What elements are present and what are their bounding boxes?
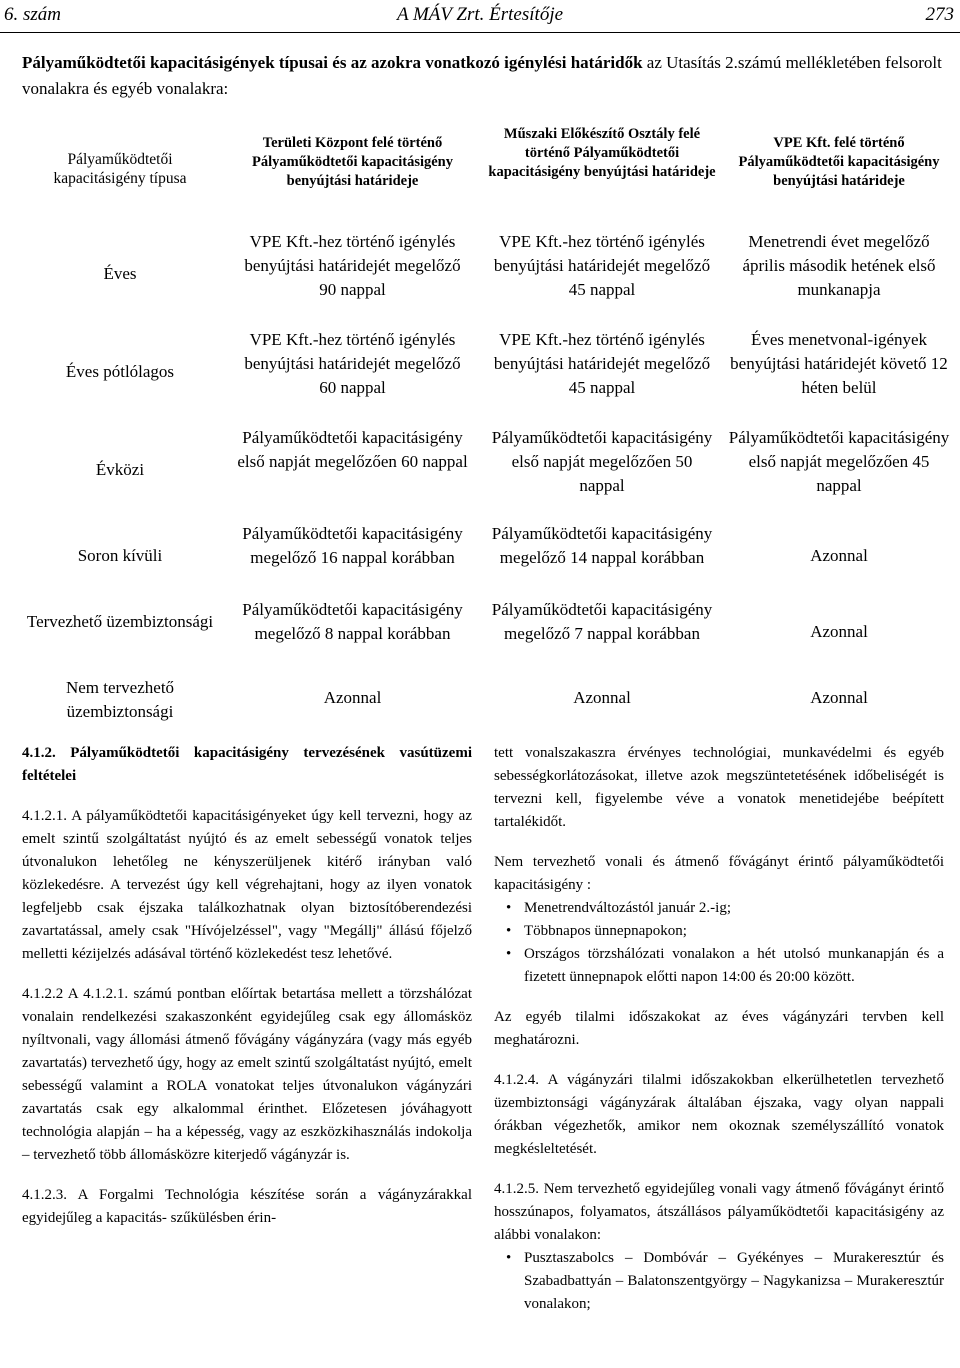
right-text-column <box>494 742 944 1316</box>
table-row <box>20 426 950 524</box>
table-header-row <box>20 120 946 230</box>
line-bullet-list <box>494 1247 944 1316</box>
row-cell: Azonnal <box>573 688 631 707</box>
capacity-deadline-table <box>20 120 950 721</box>
header-vpe: VPE Kft. felé történő Pályaműködtetői kapacitásigény benyújtási határideje <box>738 135 940 189</box>
intro-paragraph <box>22 50 952 102</box>
row-type: Tervezhető üzembiztonsági <box>26 612 214 631</box>
row-cell: Azonnal <box>810 688 868 707</box>
paragraph-text: A vágányzári tilalmi időszakokban elkerülhetetlen tervezhető üzembiztonsági vágányzárak általában éjszaka, vagy olyan nappali órákban végezhetők, amikor nem okoznak személyszállító vonatok megkésleltetését. <box>494 1072 944 1157</box>
paragraph-nem-tervezheto: Nem tervezhető vonali és átmenő fővágányt érintő pályaműködtetői kapacitásigény : <box>494 854 944 893</box>
list-item <box>494 1247 944 1316</box>
period-bullet-list <box>494 897 944 989</box>
table-row <box>20 598 946 674</box>
header-regional-center: Területi Központ felé történő Pályaműködtetői kapacitásigény benyújtási határideje <box>252 135 453 189</box>
row-type: Soron kívüli <box>77 546 163 565</box>
row-cell: VPE Kft.-hez történő igénylés benyújtási határidejét megelőző 45 nappal <box>493 232 711 299</box>
paragraph-4-1-2-2 <box>22 983 472 1167</box>
page-number: 273 <box>925 4 954 25</box>
table-row <box>20 676 946 726</box>
table-row <box>20 522 946 598</box>
paragraph-4-1-2-5 <box>494 1178 944 1247</box>
section-heading: 4.1.2. Pályaműködtetői kapacitásigény tervezésének vasútüzemi feltételei <box>22 745 472 784</box>
paragraph-4-1-2-3 <box>22 1184 472 1230</box>
row-type: Éves <box>103 264 137 283</box>
table-row <box>20 328 946 426</box>
row-cell: Éves menetvonal-igények benyújtási határidejét követő 12 héten belül <box>730 330 948 397</box>
paragraph-number: 4.1.2.3. <box>22 1187 67 1203</box>
row-cell: Pályaműködtetői kapacitásigény megelőző 14 nappal korábban <box>491 524 713 567</box>
left-text-column <box>22 742 472 1230</box>
bullet-icon: • <box>506 900 512 916</box>
row-cell: Pályaműködtetői kapacitásigény első napját megelőzően 60 nappal <box>237 428 468 471</box>
issue-number: 6. szám <box>4 4 62 25</box>
row-cell: Azonnal <box>323 688 382 707</box>
paragraph-text: A pályaműködtetői kapacitásigényeket úgy kell tervezni, hogy az emelt szintű szolgáltatást nyújtó és az emelt sebességű vonatok teljes útvonalukon lehetőleg ne kényszerüljenek kitérő irányban való közlekedésre. A tervezést úgy kell végrehajtani, hogy az ilyen vonatok legfeljebb csak éjszaka találkozhatnak olyan biztosítóberendezési zavartatással, amely csak "Hívójelzéssel", vagy "Megállj" állású főjelző melletti kézijelzés adásával történő közlekedést tesz lehetővé. <box>22 808 472 962</box>
paragraph-number: 4.1.2.2 <box>22 986 64 1002</box>
table-row <box>20 230 946 328</box>
paragraph-text: A 4.1.2.1. számú pontban előírtak betartása mellett a törzshálózat vonalain rendelkezési szakaszonként egyidejűleg csak egy állomásköz nyíltvonali, vagy állomási átmenő fővágány vágányzára (vagy más egyéb zavartatás) tervezhető úgy, hogy az emelt szintű szolgáltatást nyújtó, emelt sebességű valamint a ROLA vonatokat teljes útvonalukon vágányzári zavartatás csak egy alkalommal érinthet. Előzetesen jóváhagyott technológia alapján – ha a képesség, vagy az eszközkihasználás indokolja – tervezhető több állomásközre kiterjedő vágányzár is. <box>22 986 472 1163</box>
bullet-icon: • <box>506 1250 512 1266</box>
list-item-text: Országos törzshálózati vonalakon a hét utolsó munkanapján és a fizetett ünnepnapok előtti napon 14:00 és 20:00 között. <box>524 946 944 985</box>
row-cell: Pályaműködtetői kapacitásigény megelőző 8 nappal korábban <box>242 600 463 643</box>
row-cell: Pályaműködtetői kapacitásigény megelőző 16 nappal korábban <box>242 524 463 567</box>
row-type: Nem tervezhető üzembiztonsági <box>65 678 175 721</box>
intro-bold: Pályaműködtetői kapacitásigények típusai és az azokra vonatkozó igénylési határidők <box>22 53 643 72</box>
bullet-icon: • <box>506 923 512 939</box>
row-cell: Azonnal <box>810 622 868 641</box>
header-type: Pályaműködtetői kapacitásigény típusa <box>53 151 187 187</box>
row-cell: Azonnal <box>810 546 868 565</box>
paragraph-number: 4.1.2.4. <box>494 1072 539 1088</box>
list-item <box>494 920 944 943</box>
row-cell: VPE Kft.-hez történő igénylés benyújtási határidejét megelőző 90 nappal <box>244 232 461 299</box>
paragraph-4-1-2-4 <box>494 1069 944 1161</box>
row-cell: VPE Kft.-hez történő igénylés benyújtási határidejét megelőző 45 nappal <box>493 330 711 397</box>
list-item-text: Pusztaszabolcs – Dombóvár – Gyékényes – Murakeresztúr és Szabadbattyán – Balatonszentgyörgy – Nagykanizsa – Murakeresztúr vonalakon; <box>524 1250 944 1312</box>
paragraph-tilalmi: Az egyéb tilalmi időszakokat az éves vágányzári tervben kell meghatározni. <box>494 1009 944 1048</box>
row-cell: Menetrendi évet megelőző április második hetének első munkanapja <box>742 232 936 299</box>
publication-title: A MÁV Zrt. Értesítője <box>396 4 564 25</box>
page-header <box>0 4 960 30</box>
paragraph-continued: tett vonalszakaszra érvényes technológiai, munkavédelmi és egyéb sebességkorlátozásokat, illetve azok megszüntetetésének időbeliségét is tervezni kell, figyelembe véve a vonatok menetidejébe beépített tartalékidőt. <box>494 745 944 830</box>
header-technical-dept: Műszaki Előkészítő Osztály felé történő Pályaműködtetői kapacitásigény benyújtási határideje <box>488 126 716 180</box>
paragraph-4-1-2-1 <box>22 805 472 966</box>
intro-text: az Utasítás 2.számú mellékletében felsorolt vonalakra és egyéb vonalakra: <box>22 53 942 98</box>
list-item <box>494 897 944 920</box>
row-cell: VPE Kft.-hez történő igénylés benyújtási határidejét megelőző 60 nappal <box>244 330 461 397</box>
list-item <box>494 943 944 989</box>
row-cell: Pályaműködtetői kapacitásigény első napját megelőzően 50 nappal <box>491 428 713 495</box>
list-item-text: Menetrendváltozástól január 2.-ig; <box>524 900 732 916</box>
paragraph-number: 4.1.2.5. <box>494 1181 539 1197</box>
row-cell: Pályaműködtetői kapacitásigény első napját megelőzően 45 nappal <box>728 428 950 495</box>
bullet-icon: • <box>506 946 512 962</box>
row-type: Éves pótlólagos <box>65 362 175 381</box>
paragraph-text: A Forgalmi Technológia készítése során a vágányzárakkal egyidejűleg a kapacitás- szűkülésben érin- <box>22 1187 472 1226</box>
paragraph-text: Nem tervezhető egyidejűleg vonali vagy átmenő fővágányt érintő hosszúnapos, folyamatos, átszállásos pályaműködtetői kapacitásigény az alábbi vonalakon: <box>494 1181 944 1243</box>
paragraph-number: 4.1.2.1. <box>22 808 67 824</box>
list-item-text: Többnapos ünnepnapokon; <box>524 923 687 939</box>
row-type: Évközi <box>95 460 145 479</box>
header-rule <box>0 32 960 33</box>
row-cell: Pályaműködtetői kapacitásigény megelőző 7 nappal korábban <box>491 600 713 643</box>
